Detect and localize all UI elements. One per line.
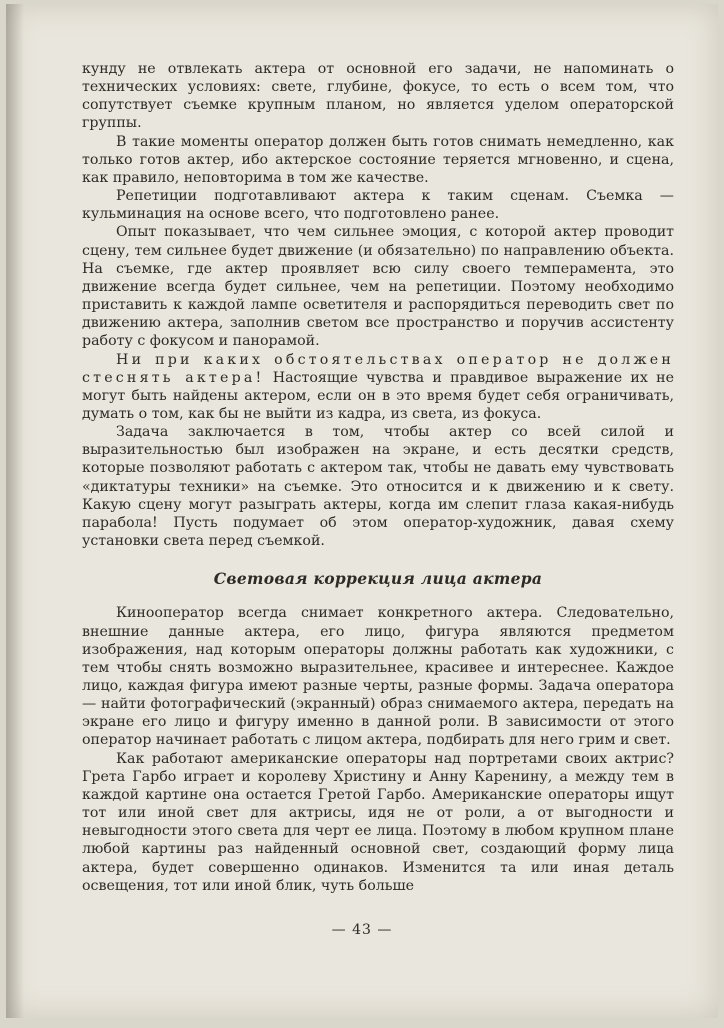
paragraph: Репетиции подготавливают актера к таким сценам. Съемка — кульминация на основе всего, что подготовлено ранее. [82,188,674,223]
paragraph: Кинооператор всегда снимает конкретного актера. Следовательно, внешние данные актера, его лицо, фигура являются предметом изображения, над которым операторы должны работать как художники, с тем чтобы снять возможно выразительнее, красивее и интереснее. Каждое лицо, каждая фигура имеют разные черты, разные формы. Задача оператора — найти фотографический (экранный) образ снимаемого актера, передать на экране его лицо и фигуру именно в данной роли. В зависимости от этого оператор начинает работать с лицом актера, подбирать для него грим и свет. [82,605,674,749]
spine-shadow [6,4,24,1018]
paragraph-emphasis [82,351,674,424]
book-page [6,4,718,1018]
page-body [82,60,674,895]
paragraph: Как работают американские операторы над портретами своих актрис? Грета Гарбо играет и королеву Христину и Анну Каренину, а между тем в каждой картине она остается Гретой Гарбо. Американские операторы ищут тот или иной свет для актрисы, идя не от роли, а от выгодности и невыгодности этого света для черт ее лица. Поэтому в любом крупном плане любой картины раз найденный основной свет, создающий форму лица актера, будет совершенно одинаков. Изменится та или иная деталь освещения, тот или иной блик, чуть больше [82,750,674,894]
paragraph: Задача заключается в том, чтобы актер со всей силой и выразительностью был изображен на экране, и есть десятки средств, которые позволяют работать с актером так, чтобы не давать ему чувствовать «диктатуры техники» на съемке. Это относится и к движению и к свету. Какую сцену могут разыграть актеры, когда им слепит глаза какая-нибудь парабола! Пусть подумает об этом оператор-художник, давая схему установки света перед съемкой. [82,424,674,550]
paragraph: В такие моменты оператор должен быть готов снимать немедленно, как только готов актер, ибо актерское состояние теряется мгновенно, и сцена, как правило, неповторима в том же качестве. [82,133,674,186]
paragraph: кунду не отвлекать актера от основной его задачи, не напоминать о технических условиях: свете, глубине, фокусе, то есть о всем том, что сопутствует съемке крупным планом, но является уделом операторской группы. [82,61,674,132]
spaced-emphasis-text: Ни при каких обстоятельствах оператор не должен стеснять актера! [82,351,674,386]
page-number: — 43 — [331,922,393,938]
paragraph-text: Настоящие чувства и правдивое выражение их не могут быть найдены актером, если он в это время будет себя ограничивать, думать о том, как бы не выйти из кадра, из света, из фокуса. [82,369,675,422]
paragraph: Опыт показывает, что чем сильнее эмоция, с которой актер проводит сцену, тем сильнее будет движение (и обязательно) по направлению объекта. На съемке, где актер проявляет всю силу своего темперамента, это движение всегда будет сильнее, чем на репетиции. Поэтому необходимо приставить к каждой лампе осветителя и распорядиться переводить свет по движению актера, заполнив светом все пространство и поручив ассистенту работу с фокусом и панорамой. [82,224,674,350]
section-heading: Световая коррекция лица актера [213,569,543,589]
